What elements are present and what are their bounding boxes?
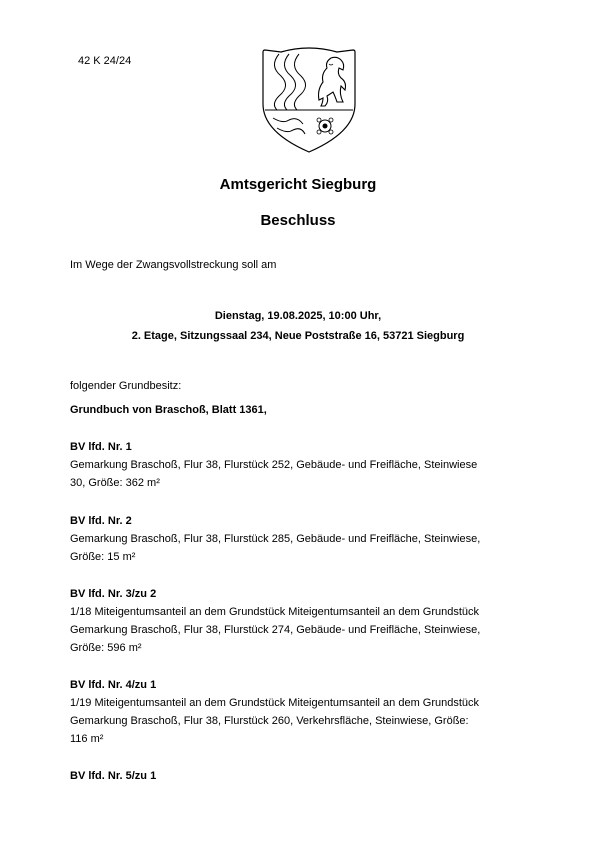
file-number: 42 K 24/24 (78, 55, 132, 67)
appointment-place: 2. Etage, Sitzungssaal 234, Neue Poststraße 16, 53721 Siegburg (131, 330, 465, 342)
entry-line: 116 m² (70, 733, 104, 745)
entry-heading: BV lfd. Nr. 3/zu 2 (70, 588, 157, 600)
entry-line: Gemarkung Braschoß, Flur 38, Flurstück 252, Gebäude- und Freifläche, Steinwiese (70, 459, 478, 471)
nrw-coat-of-arms-icon (259, 46, 359, 154)
entry-line: Gemarkung Braschoß, Flur 38, Flurstück 285, Gebäude- und Freifläche, Steinwiese, (70, 533, 481, 545)
entry-line: 1/19 Miteigentumsanteil an dem Grundstück Miteigentumsanteil an dem Grundstück (70, 697, 480, 709)
court-name: Amtsgericht Siegburg (219, 176, 377, 193)
intro-text: Im Wege der Zwangsvollstreckung soll am (70, 259, 277, 271)
entry-heading: BV lfd. Nr. 4/zu 1 (70, 679, 157, 691)
entry-heading: BV lfd. Nr. 2 (70, 515, 132, 527)
entry-line: 30, Größe: 362 m² (70, 477, 160, 489)
appointment-date: Dienstag, 19.08.2025, 10:00 Uhr, (214, 310, 382, 322)
entry-heading: BV lfd. Nr. 5/zu 1 (70, 770, 157, 782)
document-title: Beschluss (260, 212, 336, 229)
entry-line: Gemarkung Braschoß, Flur 38, Flurstück 260, Verkehrsfläche, Steinwiese, Größe: (70, 715, 469, 727)
land-register: Grundbuch von Braschoß, Blatt 1361, (70, 404, 267, 416)
entry-heading: BV lfd. Nr. 1 (70, 441, 132, 453)
entry-line: Größe: 15 m² (70, 551, 136, 563)
entry-line: Größe: 596 m² (70, 642, 142, 654)
entry-line: Gemarkung Braschoß, Flur 38, Flurstück 274, Gebäude- und Freifläche, Steinwiese, (70, 624, 481, 636)
property-intro: folgender Grundbesitz: (70, 380, 182, 392)
entry-line: 1/18 Miteigentumsanteil an dem Grundstück Miteigentumsanteil an dem Grundstück (70, 606, 480, 618)
